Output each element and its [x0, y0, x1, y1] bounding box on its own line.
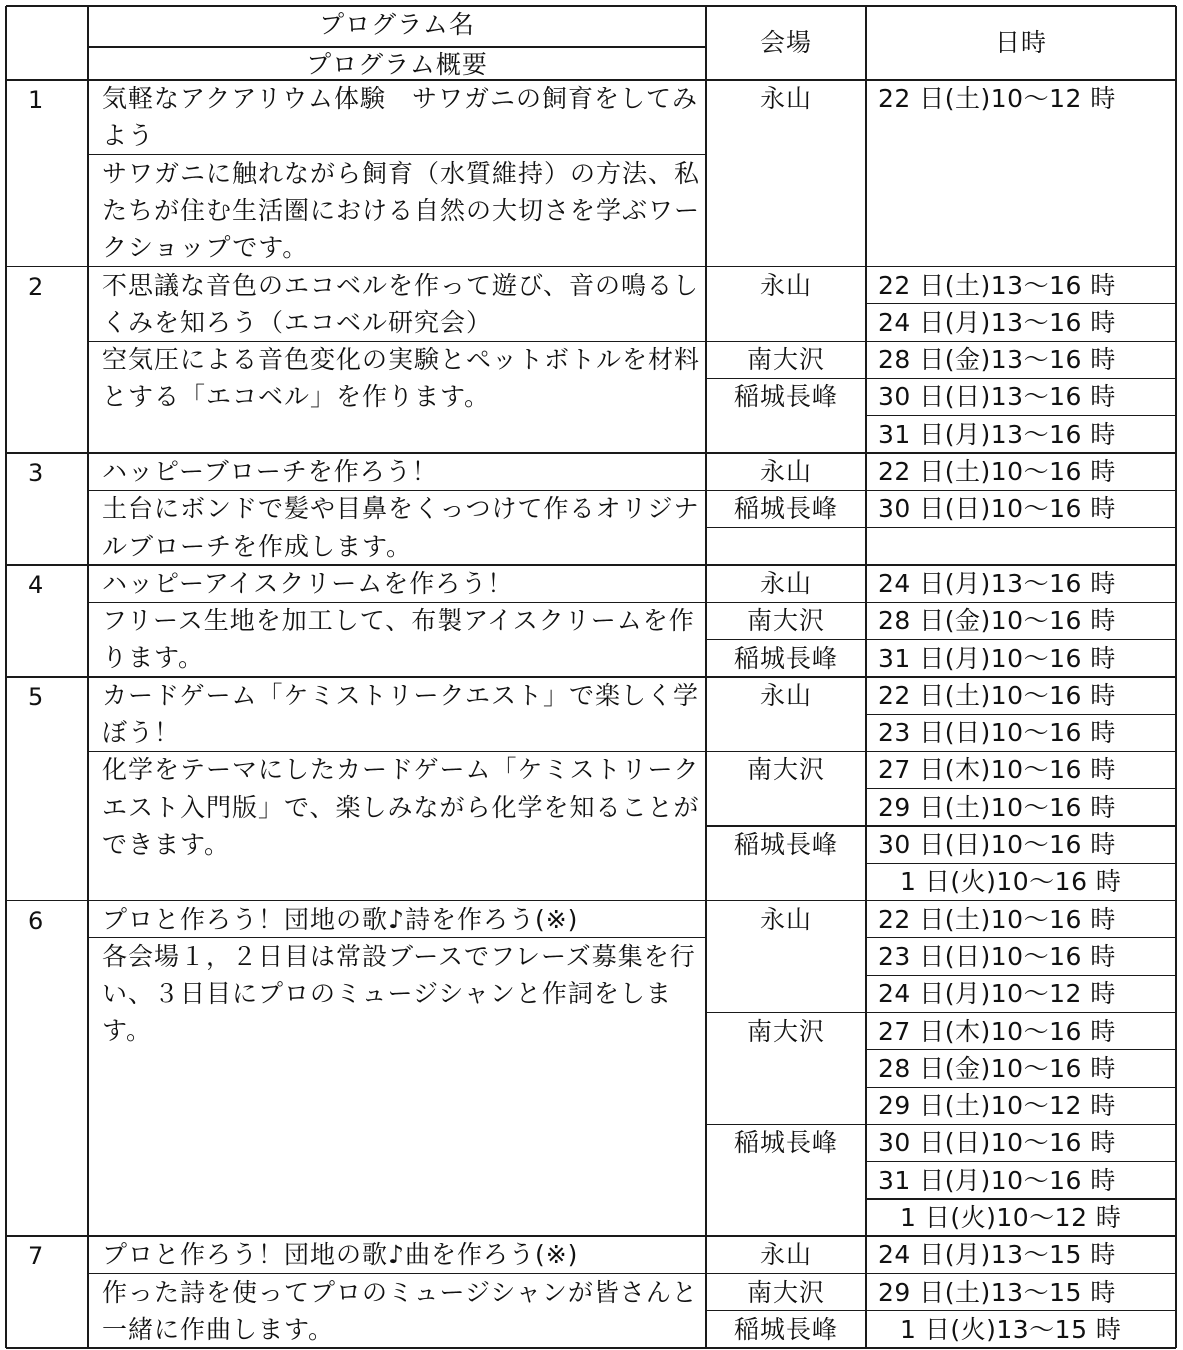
- grid-line-h: [6, 1347, 1176, 1349]
- program-venue: 南大沢: [746, 1277, 825, 1307]
- program-venue: 南大沢: [746, 606, 825, 636]
- program-venue: 南大沢: [746, 1016, 825, 1046]
- program-datetime: 23 日(日)10～16 時: [878, 941, 1116, 971]
- program-title: 気軽なアクアリウム体験 サワガニの飼育をしてみよう: [102, 84, 699, 151]
- grid-line-h: [706, 751, 866, 752]
- program-datetime: 31 日(月)10～16 時: [878, 643, 1116, 673]
- program-datetime: 24 日(月)10～12 時: [878, 979, 1116, 1009]
- program-datetime: 30 日(日)10～16 時: [878, 1128, 1116, 1158]
- program-summary: フリース生地を加工して、布製アイスクリームを作ります。: [102, 606, 695, 673]
- program-datetime: 27 日(木)10～16 時: [878, 755, 1116, 785]
- grid-line-h: [866, 788, 1176, 789]
- program-datetime: 1 日(火)10～16 時: [900, 867, 1122, 897]
- grid-line-h: [866, 1273, 1176, 1274]
- program-datetime: 22 日(土)13～16 時: [878, 270, 1116, 300]
- program-summary: 化学をテーマにしたカードゲーム「ケミストリークエスト入門版」で、楽しみながら化学を知ることができます。: [102, 755, 700, 859]
- program-title: プロと作ろう！団地の歌♪曲を作ろう(※): [102, 1240, 579, 1270]
- program-number: 1: [28, 86, 44, 114]
- program-datetime: 24 日(月)13～16 時: [878, 568, 1116, 598]
- program-datetime: 22 日(土)10～16 時: [878, 904, 1116, 934]
- program-number: 3: [28, 459, 44, 487]
- grid-line-h: [866, 751, 1176, 752]
- program-datetime: 27 日(木)10～16 時: [878, 1016, 1116, 1046]
- program-summary: サワガニに触れながら飼育（水質維持）の方法、私たちが住む生活圏における自然の大切さを学ぶワークショップです。: [102, 158, 701, 263]
- program-venue: 稲城長峰: [733, 494, 838, 524]
- grid-line-h: [866, 602, 1176, 603]
- program-venue: 南大沢: [746, 755, 825, 785]
- program-datetime: 28 日(金)13～16 時: [878, 345, 1116, 375]
- grid-line-h: [88, 46, 706, 47]
- grid-line-h: [866, 1161, 1176, 1162]
- program-venue: 永山: [759, 1240, 812, 1270]
- program-title: ハッピーアイスクリームを作ろう！: [102, 568, 514, 598]
- grid-line-h: [706, 490, 866, 491]
- program-title: プロと作ろう！団地の歌♪詩を作ろう(※): [102, 904, 579, 934]
- program-venue: 稲城長峰: [733, 1314, 838, 1344]
- grid-line-h: [866, 1087, 1176, 1088]
- program-datetime: 22 日(土)10～16 時: [878, 680, 1116, 710]
- grid-line-h: [706, 602, 866, 603]
- grid-line-h: [866, 1049, 1176, 1050]
- grid-line-h: [866, 1124, 1176, 1125]
- grid-line-h: [706, 1124, 866, 1125]
- grid-line-h: [866, 1012, 1176, 1013]
- grid-line-v: [5, 6, 7, 1348]
- program-datetime: 28 日(金)10～16 時: [878, 606, 1116, 636]
- program-datetime: 22 日(土)10～12 時: [878, 84, 1116, 113]
- grid-line-h: [866, 975, 1176, 976]
- grid-line-h: [866, 490, 1176, 491]
- program-datetime: 29 日(土)10～16 時: [878, 792, 1116, 822]
- grid-line-h: [706, 1273, 866, 1274]
- program-number: 4: [28, 570, 44, 599]
- program-venue: 永山: [759, 457, 812, 486]
- grid-line-h: [88, 1273, 706, 1274]
- header-program-name: プログラム名: [319, 10, 475, 39]
- program-number: 6: [28, 906, 44, 935]
- program-title: ハッピーブローチを作ろう！: [102, 457, 438, 486]
- program-venue: 稲城長峰: [733, 830, 838, 859]
- program-datetime: 31 日(月)10～16 時: [878, 1165, 1116, 1195]
- header-program-summary: プログラム概要: [306, 50, 488, 79]
- program-datetime: 30 日(日)10～16 時: [878, 830, 1116, 859]
- program-number: 2: [28, 272, 44, 301]
- grid-line-h: [866, 1310, 1176, 1311]
- grid-line-h: [866, 415, 1176, 416]
- grid-line-h: [866, 937, 1176, 938]
- program-venue: 永山: [759, 568, 812, 598]
- program-summary: 空気圧による音色変化の実験とペットボトルを材料とする「エコベル」を作ります。: [102, 345, 701, 412]
- program-venue: 永山: [759, 904, 812, 934]
- grid-line-h: [866, 639, 1176, 640]
- grid-line-v: [1175, 6, 1177, 1348]
- grid-line-h: [866, 825, 1176, 826]
- program-datetime: 23 日(日)10～16 時: [878, 718, 1116, 748]
- program-datetime: 30 日(日)10～16 時: [878, 494, 1116, 524]
- program-title: カードゲーム「ケミストリークエスト」で楽しく学ぼう！: [102, 680, 700, 748]
- grid-line-h: [866, 303, 1176, 304]
- grid-line-h: [6, 5, 1176, 7]
- grid-line-h: [866, 863, 1176, 864]
- grid-line-h: [706, 378, 866, 379]
- grid-line-h: [706, 639, 866, 640]
- program-summary: 各会場１，２日目は常設ブースでフレーズ募集を行い、３日目にプロのミュージシャンと作詞をします。: [102, 941, 696, 1046]
- program-venue: 稲城長峰: [733, 643, 838, 673]
- program-number: 7: [28, 1242, 44, 1271]
- program-datetime: 24 日(月)13～16 時: [878, 307, 1116, 337]
- program-datetime: 22 日(土)10～16 時: [878, 457, 1116, 486]
- grid-line-h: [88, 154, 706, 155]
- program-number: 5: [28, 682, 44, 711]
- program-datetime: 1 日(火)10～12 時: [900, 1203, 1122, 1232]
- program-summary: 作った詩を使ってプロのミュージシャンが皆さんと一緒に作曲します。: [102, 1277, 698, 1344]
- program-venue: 稲城長峰: [733, 382, 838, 412]
- grid-line-h: [866, 378, 1176, 379]
- grid-line-h: [866, 714, 1176, 715]
- program-datetime: 29 日(土)13～15 時: [878, 1277, 1116, 1307]
- program-title: 不思議な音色のエコベルを作って遊び、音の鳴るしくみを知ろう（エコベル研究会）: [102, 270, 700, 337]
- grid-line-h: [88, 937, 706, 938]
- grid-line-h: [706, 825, 866, 826]
- header-venue: 会場: [759, 28, 812, 57]
- program-venue: 永山: [759, 680, 812, 710]
- program-datetime: 31 日(月)13～16 時: [878, 419, 1116, 449]
- program-datetime: 29 日(土)10～12 時: [878, 1091, 1116, 1121]
- program-venue: 南大沢: [746, 345, 825, 375]
- grid-line-h: [866, 341, 1176, 342]
- grid-line-h: [706, 341, 866, 342]
- grid-line-h: [88, 341, 706, 342]
- program-summary: 土台にボンドで髪や目鼻をくっつけて作るオリジナルブローチを作成します。: [102, 494, 700, 561]
- grid-line-h: [706, 1310, 866, 1311]
- grid-line-h: [88, 602, 706, 603]
- grid-line-h: [88, 490, 706, 491]
- grid-line-h: [88, 751, 706, 752]
- program-venue: 稲城長峰: [733, 1128, 838, 1158]
- program-datetime: 28 日(金)10～16 時: [878, 1053, 1116, 1083]
- grid-line-h: [866, 1198, 1176, 1199]
- grid-line-v: [87, 6, 89, 1348]
- program-venue: 永山: [759, 270, 812, 300]
- program-venue: 永山: [759, 84, 812, 113]
- grid-line-h: [706, 1012, 866, 1013]
- grid-line-v: [865, 6, 867, 1348]
- program-datetime: 24 日(月)13～15 時: [878, 1240, 1116, 1270]
- grid-line-v: [705, 6, 707, 1348]
- program-datetime: 30 日(日)13～16 時: [878, 382, 1116, 412]
- program-datetime: 1 日(火)13～15 時: [900, 1314, 1122, 1344]
- header-datetime: 日時: [994, 28, 1047, 57]
